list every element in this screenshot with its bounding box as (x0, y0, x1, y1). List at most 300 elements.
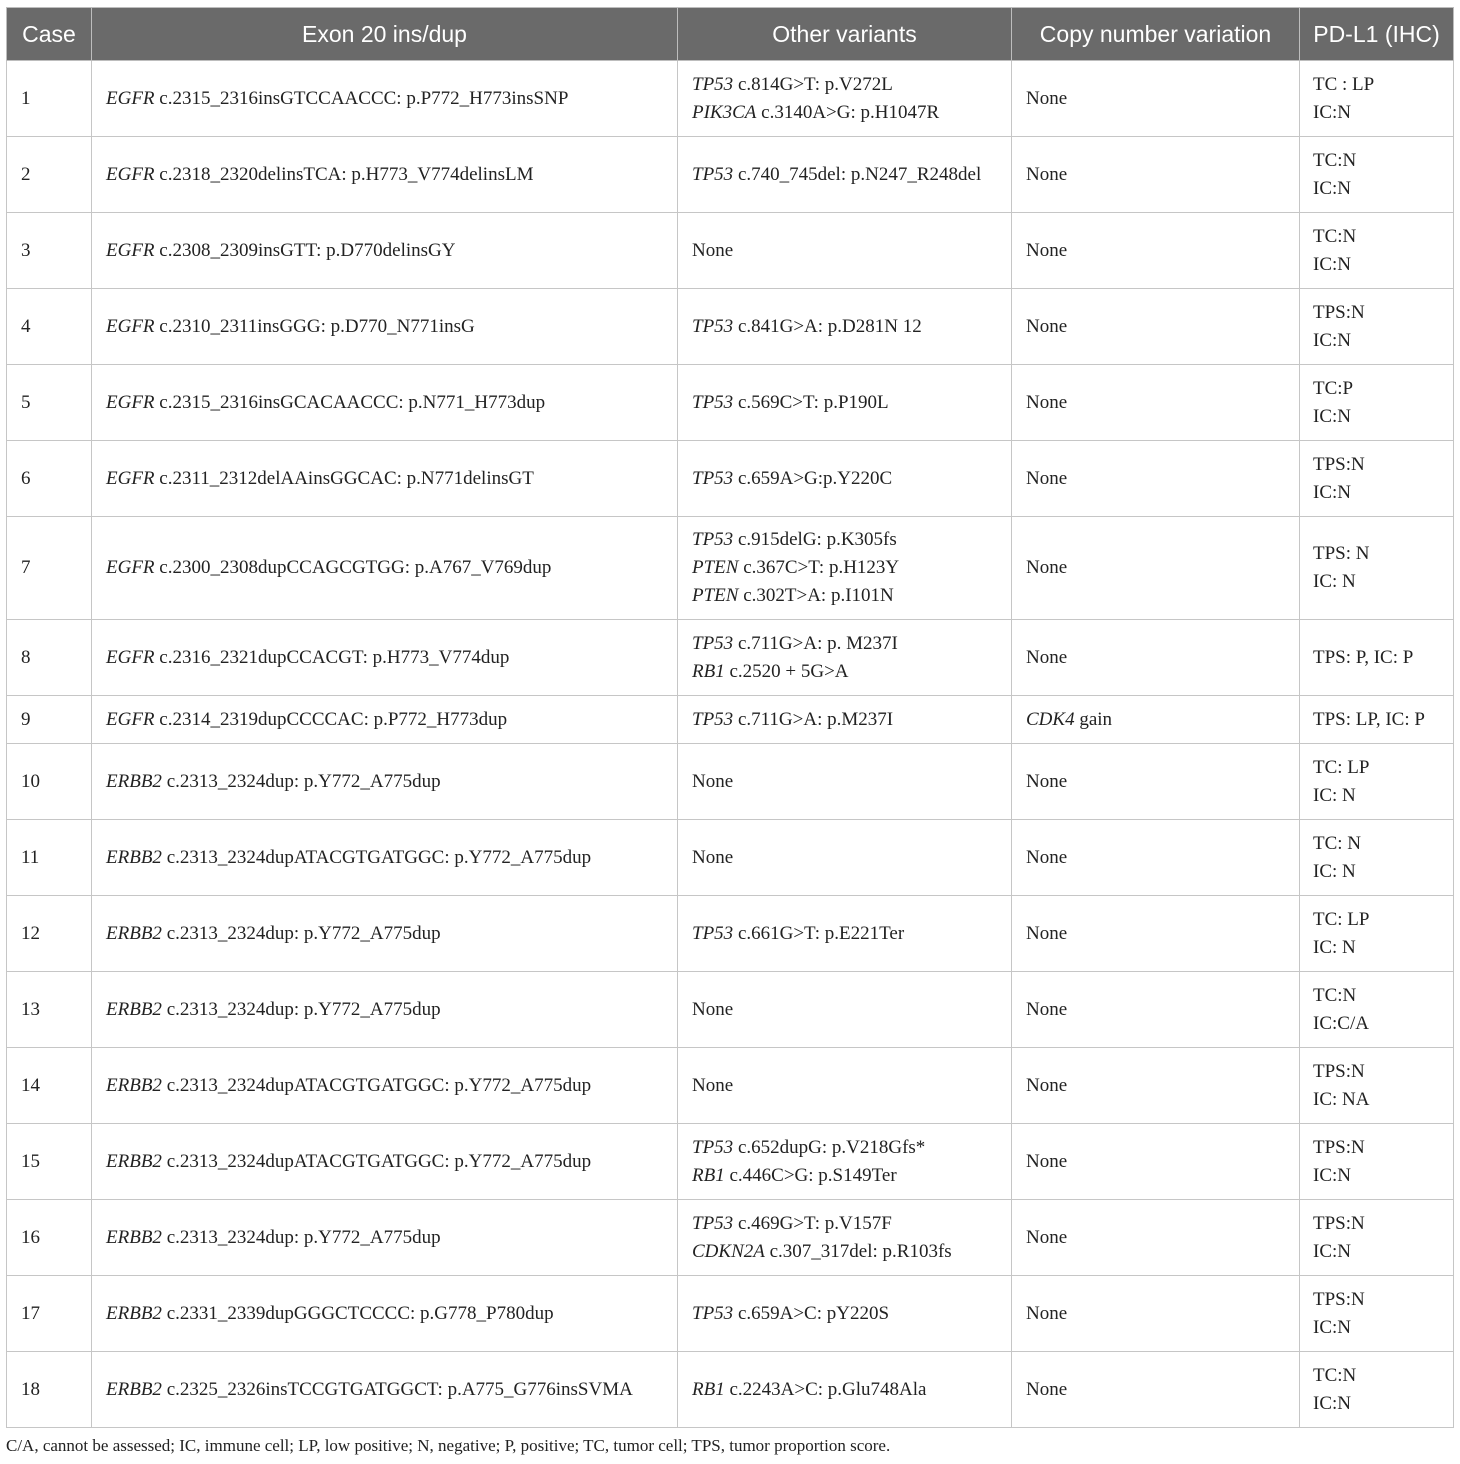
variant-line (106, 237, 669, 265)
variant-line (692, 844, 1003, 872)
variant-line (692, 706, 1003, 734)
cnv-text: None (1026, 1150, 1068, 1172)
variant-text: c.2313_2324dup: p.Y772_A775dup (161, 998, 441, 1020)
pdl1-value: TPS:N (1313, 1288, 1365, 1310)
case-cell (7, 137, 92, 213)
gene-name: EGFR (106, 87, 155, 109)
other-variants-cell (678, 213, 1012, 289)
case-number: 16 (21, 1226, 40, 1248)
cnv-text: gain (1074, 708, 1113, 730)
variant-text: c.711G>A: p.M237I (733, 708, 894, 730)
case-cell (7, 820, 92, 896)
pdl1-value: IC: N (1313, 860, 1356, 882)
pdl1-cell (1300, 744, 1454, 820)
gene-name: ERBB2 (106, 1074, 162, 1096)
gene-name: EGFR (106, 646, 155, 668)
exon20-cell (92, 896, 678, 972)
case-number: 17 (21, 1302, 40, 1324)
other-variants-cell (678, 972, 1012, 1048)
pdl1-value: TC:N (1313, 1364, 1357, 1386)
other-variants-cell (678, 137, 1012, 213)
gene-name: EGFR (106, 467, 155, 489)
table-row (7, 517, 1454, 620)
case-cell (7, 517, 92, 620)
cnv-text: None (1026, 1302, 1068, 1324)
pdl1-value: IC:N (1313, 405, 1351, 427)
variant-text: c.659A>C: pY220S (733, 1302, 890, 1324)
pdl1-value: TC:N (1313, 225, 1357, 247)
exon20-cell (92, 1124, 678, 1200)
table-row (7, 213, 1454, 289)
case-cell (7, 1200, 92, 1276)
gene-name: PTEN (692, 585, 739, 606)
variant-text: None (692, 998, 734, 1020)
variants-table (6, 7, 1454, 1428)
variant-line (692, 658, 1003, 686)
variant-text: None (692, 239, 734, 261)
cnv-cell (1012, 213, 1300, 289)
pdl1-value: TC: LP (1313, 756, 1370, 778)
gene-name: ERBB2 (106, 1150, 162, 1172)
gene-name: ERBB2 (106, 922, 162, 944)
case-cell (7, 365, 92, 441)
variant-text: c.740_745del: p.N247_R248del (733, 163, 982, 185)
other-variants-cell (678, 365, 1012, 441)
pdl1-value: TPS: N (1313, 543, 1370, 564)
cnv-text: None (1026, 1074, 1068, 1096)
gene-name: TP53 (692, 391, 734, 413)
variant-text: c.367C>T: p.H123Y (738, 557, 900, 578)
variant-line (692, 1162, 1003, 1190)
pdl1-cell (1300, 137, 1454, 213)
table-row (7, 1352, 1454, 1428)
cnv-text: None (1026, 467, 1068, 489)
cnv-text: None (1026, 315, 1068, 337)
pdl1-cell (1300, 1200, 1454, 1276)
variant-text: c.659A>G:p.Y220C (733, 467, 893, 489)
exon20-cell (92, 137, 678, 213)
cnv-cell (1012, 1124, 1300, 1200)
pdl1-cell (1300, 365, 1454, 441)
variant-line (692, 1134, 1003, 1162)
gene-name: TP53 (692, 632, 734, 654)
cnv-text: None (1026, 1378, 1068, 1400)
gene-name: TP53 (692, 163, 734, 185)
pdl1-value: IC: N (1313, 936, 1356, 958)
table-row (7, 61, 1454, 137)
variant-text: c.814G>T: p.V272L (733, 73, 893, 95)
cnv-cell (1012, 1276, 1300, 1352)
other-variants-cell (678, 1124, 1012, 1200)
exon20-cell (92, 744, 678, 820)
case-number: 14 (21, 1074, 40, 1096)
header-pdl1: PD-L1 (IHC) (1300, 8, 1454, 61)
other-variants-cell (678, 620, 1012, 696)
case-cell (7, 1352, 92, 1428)
gene-name: TP53 (692, 1212, 734, 1234)
pdl1-cell (1300, 61, 1454, 137)
pdl1-value: IC: NA (1313, 1088, 1370, 1110)
variant-text: c.2315_2316insGTCCAACCC: p.P772_H773insSNP (154, 87, 569, 109)
gene-name: TP53 (692, 315, 734, 337)
gene-name: PIK3CA (692, 101, 757, 123)
header-other-variants: Other variants (678, 8, 1012, 61)
case-number: 5 (21, 391, 31, 413)
variant-line (106, 1148, 669, 1176)
cnv-cell (1012, 896, 1300, 972)
gene-name: TP53 (692, 467, 734, 489)
pdl1-value: IC: N (1313, 784, 1356, 806)
gene-name: EGFR (106, 163, 155, 185)
variant-line (106, 996, 669, 1024)
table-row (7, 365, 1454, 441)
gene-name: ERBB2 (106, 1378, 162, 1400)
cnv-text: None (1026, 163, 1068, 185)
other-variants-cell (678, 1352, 1012, 1428)
case-cell (7, 696, 92, 744)
gene-name: PTEN (692, 557, 739, 578)
header-row (7, 8, 1454, 61)
variant-text: c.2243A>C: p.Glu748Ala (724, 1378, 927, 1400)
case-number: 1 (21, 87, 31, 109)
variant-line (692, 389, 1003, 417)
table-row (7, 441, 1454, 517)
pdl1-cell (1300, 213, 1454, 289)
gene-name: TP53 (692, 73, 734, 95)
gene-name: ERBB2 (106, 770, 162, 792)
gene-name: ERBB2 (106, 998, 162, 1020)
table-row (7, 896, 1454, 972)
other-variants-cell (678, 517, 1012, 620)
exon20-cell (92, 972, 678, 1048)
gene-name: EGFR (106, 315, 155, 337)
exon20-cell (92, 1352, 678, 1428)
variant-line (106, 1376, 669, 1404)
pdl1-cell (1300, 820, 1454, 896)
table-row (7, 972, 1454, 1048)
variant-line (106, 644, 669, 672)
pdl1-cell (1300, 1276, 1454, 1352)
variant-text: c.2311_2312delAAinsGGCAC: p.N771delinsGT (154, 467, 534, 489)
cnv-cell (1012, 1200, 1300, 1276)
case-number: 18 (21, 1378, 40, 1400)
other-variants-cell (678, 696, 1012, 744)
gene-name: RB1 (692, 1378, 725, 1400)
variant-text: c.2318_2320delinsTCA: p.H773_V774delinsLM (154, 163, 534, 185)
variant-text: c.2520 + 5G>A (724, 660, 849, 682)
variant-text: None (692, 1074, 734, 1096)
pdl1-cell (1300, 517, 1454, 620)
header-copy-number-variation: Copy number variation (1012, 8, 1300, 61)
variant-text: c.469G>T: p.V157F (733, 1212, 892, 1234)
variant-text: c.2315_2316insGCACAACCC: p.N771_H773dup (154, 391, 546, 413)
case-number: 11 (21, 846, 40, 868)
variant-line (692, 1238, 1003, 1266)
case-cell (7, 1048, 92, 1124)
variant-text: c.307_317del: p.R103fs (764, 1240, 952, 1262)
cnv-cell (1012, 1048, 1300, 1124)
variant-line (692, 1376, 1003, 1404)
pdl1-cell (1300, 1048, 1454, 1124)
case-cell (7, 213, 92, 289)
exon20-cell (92, 365, 678, 441)
exon20-cell (92, 1048, 678, 1124)
variant-line (692, 1072, 1003, 1100)
pdl1-cell (1300, 972, 1454, 1048)
case-cell (7, 972, 92, 1048)
variant-line (692, 582, 1003, 610)
table-row (7, 696, 1454, 744)
table-row (7, 820, 1454, 896)
exon20-cell (92, 820, 678, 896)
variant-text: c.2313_2324dupATACGTGATGGC: p.Y772_A775dup (161, 1074, 592, 1096)
case-number: 7 (21, 557, 31, 578)
pdl1-cell (1300, 1124, 1454, 1200)
other-variants-cell (678, 289, 1012, 365)
case-number: 12 (21, 922, 40, 944)
case-cell (7, 744, 92, 820)
table-row (7, 1048, 1454, 1124)
variant-text: c.661G>T: p.E221Ter (733, 922, 905, 944)
variant-text: c.841G>A: p.D281N 12 (733, 315, 922, 337)
pdl1-value: IC:N (1313, 1164, 1351, 1186)
cnv-cell (1012, 365, 1300, 441)
variant-text: c.2313_2324dup: p.Y772_A775dup (161, 1226, 441, 1248)
pdl1-value: IC:N (1313, 1316, 1351, 1338)
variant-line (106, 768, 669, 796)
exon20-cell (92, 696, 678, 744)
variant-text: c.2313_2324dupATACGTGATGGC: p.Y772_A775dup (161, 1150, 592, 1172)
variant-line (106, 313, 669, 341)
pdl1-value: IC:N (1313, 253, 1351, 275)
pdl1-value: IC:N (1313, 177, 1351, 199)
variant-line (692, 630, 1003, 658)
cnv-text: None (1026, 557, 1068, 578)
gene-name: EGFR (106, 391, 155, 413)
variant-text: c.2314_2319dupCCCCAC: p.P772_H773dup (154, 708, 508, 730)
case-number: 2 (21, 163, 31, 185)
table-row (7, 289, 1454, 365)
cnv-text: None (1026, 998, 1068, 1020)
variant-line (106, 161, 669, 189)
cnv-cell (1012, 289, 1300, 365)
other-variants-cell (678, 820, 1012, 896)
gene-name: EGFR (106, 708, 155, 730)
variant-text: c.446C>G: p.S149Ter (724, 1164, 897, 1186)
other-variants-cell (678, 61, 1012, 137)
pdl1-value: TC:N (1313, 984, 1357, 1006)
variant-line (692, 161, 1003, 189)
other-variants-cell (678, 1200, 1012, 1276)
gene-name: ERBB2 (106, 1226, 162, 1248)
variant-line (692, 1210, 1003, 1238)
variant-line (692, 526, 1003, 554)
gene-name: TP53 (692, 1302, 734, 1324)
pdl1-value: TC:P (1313, 377, 1354, 399)
cnv-cell (1012, 61, 1300, 137)
variant-text: c.711G>A: p. M237I (733, 632, 898, 654)
variant-text: c.2325_2326insTCCGTGATGGCT: p.A775_G776insSVMA (161, 1378, 633, 1400)
case-cell (7, 1276, 92, 1352)
case-number: 13 (21, 998, 40, 1020)
cnv-cell (1012, 137, 1300, 213)
pdl1-value: IC:N (1313, 1392, 1351, 1414)
variant-line (106, 1224, 669, 1252)
case-number: 15 (21, 1150, 40, 1172)
exon20-cell (92, 1276, 678, 1352)
cnv-cell (1012, 517, 1300, 620)
cnv-text: None (1026, 922, 1068, 944)
case-cell (7, 61, 92, 137)
variant-line (106, 554, 669, 582)
variant-line (106, 465, 669, 493)
variant-text: c.2308_2309insGTT: p.D770delinsGY (154, 239, 456, 261)
variant-text: c.302T>A: p.I101N (738, 585, 894, 606)
case-number: 6 (21, 467, 31, 489)
table-row (7, 744, 1454, 820)
variant-text: c.3140A>G: p.H1047R (756, 101, 940, 123)
variant-line (692, 996, 1003, 1024)
pdl1-value: TC: LP (1313, 908, 1370, 930)
pdl1-value: IC:N (1313, 1240, 1351, 1262)
gene-name: EGFR (106, 557, 155, 578)
table-row (7, 1200, 1454, 1276)
pdl1-value: TPS: P, IC: P (1313, 646, 1414, 668)
cnv-text: None (1026, 87, 1068, 109)
pdl1-value: TPS:N (1313, 453, 1365, 475)
case-number: 4 (21, 315, 31, 337)
gene-name: TP53 (692, 708, 734, 730)
pdl1-cell (1300, 696, 1454, 744)
gene-name: RB1 (692, 1164, 725, 1186)
variant-text: c.2316_2321dupCCACGT: p.H773_V774dup (154, 646, 510, 668)
variant-text: c.652dupG: p.V218Gfs* (733, 1136, 926, 1158)
cnv-text: None (1026, 1226, 1068, 1248)
variant-line (692, 1300, 1003, 1328)
pdl1-value: TPS:N (1313, 1212, 1365, 1234)
case-cell (7, 620, 92, 696)
pdl1-value: IC: N (1313, 571, 1356, 592)
variant-text: c.2331_2339dupGGGCTCCCC: p.G778_P780dup (161, 1302, 554, 1324)
header-exon20: Exon 20 ins/dup (92, 8, 678, 61)
pdl1-value: IC:N (1313, 481, 1351, 503)
other-variants-cell (678, 441, 1012, 517)
pdl1-value: TPS:N (1313, 1060, 1365, 1082)
case-cell (7, 896, 92, 972)
variant-line (692, 554, 1003, 582)
exon20-cell (92, 213, 678, 289)
cnv-cell (1012, 820, 1300, 896)
variant-text: c.2310_2311insGGG: p.D770_N771insG (154, 315, 475, 337)
variant-text: c.2300_2308dupCCAGCGTGG: p.A767_V769dup (154, 557, 552, 578)
exon20-cell (92, 61, 678, 137)
cnv-cell (1012, 696, 1300, 744)
variant-line (106, 85, 669, 113)
variant-line (692, 71, 1003, 99)
variant-text: None (692, 846, 734, 868)
pdl1-value: TPS: LP, IC: P (1313, 708, 1425, 730)
exon20-cell (92, 441, 678, 517)
other-variants-cell (678, 1276, 1012, 1352)
variant-line (106, 389, 669, 417)
cnv-cell (1012, 1352, 1300, 1428)
gene-name: CDKN2A (692, 1240, 765, 1262)
variant-text: c.915delG: p.K305fs (733, 529, 897, 550)
variant-line (692, 920, 1003, 948)
cnv-text: None (1026, 770, 1068, 792)
variant-line (106, 920, 669, 948)
table-header (7, 8, 1454, 61)
variant-text: c.2313_2324dup: p.Y772_A775dup (161, 770, 441, 792)
pdl1-cell (1300, 441, 1454, 517)
exon20-cell (92, 517, 678, 620)
table-row (7, 1276, 1454, 1352)
case-cell (7, 289, 92, 365)
cnv-cell (1012, 620, 1300, 696)
table-row (7, 137, 1454, 213)
pdl1-cell (1300, 1352, 1454, 1428)
variant-text: None (692, 770, 734, 792)
gene-name: TP53 (692, 529, 734, 550)
exon20-cell (92, 1200, 678, 1276)
variant-line (106, 706, 669, 734)
pdl1-value: IC:N (1313, 329, 1351, 351)
cnv-text: None (1026, 239, 1068, 261)
header-case: Case (7, 8, 92, 61)
exon20-cell (92, 289, 678, 365)
pdl1-value: TC: N (1313, 832, 1362, 854)
variant-text: c.2313_2324dupATACGTGATGGC: p.Y772_A775dup (161, 846, 592, 868)
pdl1-value: IC:N (1313, 101, 1351, 123)
case-number: 10 (21, 770, 40, 792)
case-number: 9 (21, 708, 31, 730)
case-cell (7, 441, 92, 517)
case-cell (7, 1124, 92, 1200)
pdl1-value: TPS:N (1313, 1136, 1365, 1158)
cnv-cell (1012, 972, 1300, 1048)
variant-text: c.2313_2324dup: p.Y772_A775dup (161, 922, 441, 944)
variant-line (692, 99, 1003, 127)
pdl1-cell (1300, 896, 1454, 972)
variant-line (692, 237, 1003, 265)
cnv-text: None (1026, 846, 1068, 868)
gene-name: CDK4 (1026, 708, 1075, 730)
cnv-cell (1012, 744, 1300, 820)
variant-line (106, 1072, 669, 1100)
gene-name: TP53 (692, 922, 734, 944)
variant-line (106, 1300, 669, 1328)
exon20-cell (92, 620, 678, 696)
pdl1-value: IC:C/A (1313, 1012, 1369, 1034)
cnv-text: None (1026, 391, 1068, 413)
pdl1-value: TPS:N (1313, 301, 1365, 323)
case-number: 3 (21, 239, 31, 261)
other-variants-cell (678, 1048, 1012, 1124)
pdl1-cell (1300, 289, 1454, 365)
table-row (7, 620, 1454, 696)
gene-name: TP53 (692, 1136, 734, 1158)
pdl1-cell (1300, 620, 1454, 696)
other-variants-cell (678, 896, 1012, 972)
cnv-text: None (1026, 646, 1068, 668)
table-body (7, 61, 1454, 1428)
table-row (7, 1124, 1454, 1200)
gene-name: ERBB2 (106, 846, 162, 868)
variant-line (692, 768, 1003, 796)
other-variants-cell (678, 744, 1012, 820)
pdl1-value: TC : LP (1313, 73, 1375, 95)
cnv-cell (1012, 441, 1300, 517)
